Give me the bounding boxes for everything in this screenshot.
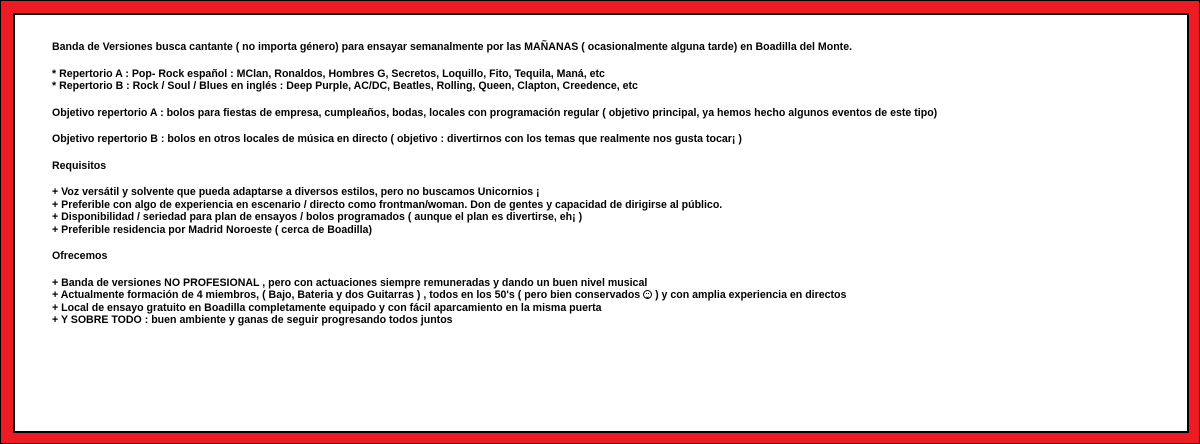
requirements-heading: Requisitos — [52, 159, 107, 172]
offer-item-members — [52, 289, 1187, 302]
offer-item: + Y SOBRE TODO : buen ambiente y ganas de seguir progresando todos juntos — [52, 314, 453, 326]
offer-members-after: ) y con amplia experiencia en directos — [652, 289, 847, 301]
repertoire-b: * Repertorio B : Rock / Soul / Blues en inglés : Deep Purple, AC/DC, Beatles, Rolling, Queen, Clapton, Creedence, etc — [52, 80, 638, 92]
intro-text: Banda de Versiones busca cantante ( no importa género) para ensayar semanalmente por las MAÑANAS ( ocasionalmente alguna tarde) en Boadilla del Monte. — [52, 41, 853, 53]
ad-panel — [13, 13, 1189, 433]
requirement-item: + Voz versátil y solvente que pueda adaptarse a diversos estilos, pero no buscamos Unicornios ¡ — [52, 186, 540, 198]
offer-item: + Banda de versiones NO PROFESIONAL , pero con actuaciones siempre remuneradas y dando un buen nivel musical — [52, 276, 648, 289]
requirement-item: + Preferible residencia por Madrid Noroeste ( cerca de Boadilla) — [52, 223, 372, 236]
requirement-item: + Preferible con algo de experiencia en escenario / directo como frontman/woman. Don de gentes y capacidad de dirigirse al público. — [52, 198, 723, 211]
smiley-face-icon — [643, 290, 652, 299]
repertoire-a: * Repertorio A : Pop- Rock español : MClan, Ronaldos, Hombres G, Secretos, Loquillo, Fito, Tequila, Maná, etc — [52, 67, 605, 80]
objective-b-text: Objetivo repertorio B : bolos en otros locales de música en directo ( objetivo : divertirnos con los temas que realmente nos gusta tocar¡ ) — [52, 133, 742, 145]
offer-heading: Ofrecemos — [52, 250, 108, 262]
offer-members-before: + Actualmente formación de 4 miembros, ( Bajo, Bateria y dos Guitarras ) , todos en los 50's ( pero bien conservados — [52, 289, 644, 301]
requirement-item: + Disponibilidad / seriedad para plan de ensayos / bolos programados ( aunque el plan es divertirse, eh¡ ) — [52, 211, 583, 223]
objective-a-text: Objetivo repertorio A : bolos para fiestas de empresa, cumpleaños, bodas, locales con programación regular ( objetivo principal, ya hemos hecho algunos eventos de este tipo) — [52, 106, 938, 119]
offer-item: + Local de ensayo gratuito en Boadilla completamente equipado y con fácil aparcamiento en la misma puerta — [52, 301, 602, 314]
